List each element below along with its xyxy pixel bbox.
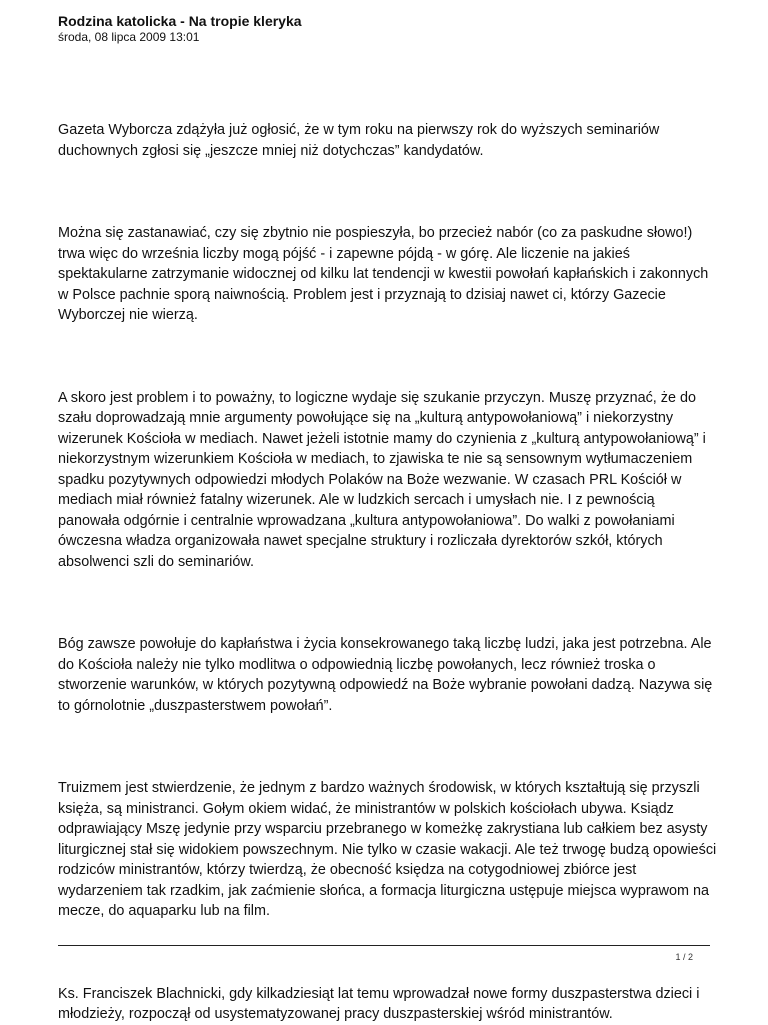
publication-date: środa, 08 lipca 2009 13:01 — [58, 30, 200, 44]
paragraph: Gazeta Wyborcza zdążyła już ogłosić, że w tym roku na pierwszy rok do wyższych seminariów duchownych zgłosi się „jeszcze mniej niż dotychczas” kandydatów. — [58, 122, 660, 159]
paragraph: Bóg zawsze powołuje do kapłaństwa i życia konsekrowanego taką liczbę ludzi, jaka jest potrzebna. Ale do Kościoła należy nie tylko modlitwa o odpowiednią liczbę powołanych, lecz również troska o stworzenie warunków, w których pozytywną odpowiedź na Boże wybranie powołani dadzą. Nazywa się to górnolotnie „duszpasterstwem powołań”. — [58, 636, 713, 714]
footer-divider — [58, 945, 710, 946]
page-number: 1 / 2 — [675, 952, 693, 962]
paragraph-spacer — [58, 716, 718, 778]
paragraph: Truizmem jest stwierdzenie, że jednym z bardzo ważnych środowisk, w których kształtują się przyszli księża, są ministranci. Gołym okiem widać, że ministrantów w polskich kościołach ubywa. Ksiądz odprawiający Mszę jedynie przy wsparciu przebranego w komeżkę zakrystiana lub całkiem bez asysty liturgicznej stał się widokiem powszechnym. Nie tylko w czasie wakacji. Ale też trwogę budzą opowieści rodziców ministrantów, którzy twierdzą, że obecność księdza na cotygodniowej zbiórce jest wydarzeniem tak rzadkim, jak zaćmienie słońca, a formacja liturgiczna ustępuje miejsca wyprawom na mecze, do aquaparku lub na film. — [58, 780, 717, 919]
paragraph-spacer — [58, 326, 718, 388]
paragraph-spacer — [58, 572, 718, 634]
paragraph-spacer — [58, 161, 718, 223]
paragraph: Można się zastanawiać, czy się zbytnio nie pospieszyła, bo przecież nabór (co za paskudne słowo!) trwa więc do września liczby mogą pójść - i zapewne pójdą - w górę. Ale liczenie na jakieś spektakularne zatrzymanie widocznej od kilku lat tendencji w kwestii powołań kapłańskich i zakonnych w Polsce pachnie sporą naiwnością. Problem jest i przyznają to dzisiaj nawet ci, którzy Gazecie Wyborczej nie wierzą. — [58, 225, 709, 323]
document-title: Rodzina katolicka - Na tropie kleryka — [58, 13, 302, 29]
article-body — [58, 120, 718, 1025]
paragraph-spacer — [58, 922, 718, 984]
paragraph: A skoro jest problem i to poważny, to logiczne wydaje się szukanie przyczyn. Muszę przyznać, że do szału doprowadzają mnie argumenty powołujące się na „kulturą antypowołaniową” i niekorzystny wizerunek Kościoła w mediach. Nawet jeżeli istotnie mamy do czynienia z „kulturą antypowołaniową” i niekorzystnym wizerunkiem Kościoła w mediach, to zjawiska te nie są sensownym wytłumaczeniem spadku pozytywnych odpowiedzi młodych Polaków na Boże wezwanie. W czasach PRL Kościół w mediach miał również fatalny wizerunek. Ale w ludzkich sercach i umysłach nie. I z pewnością panowała odgórnie i centralnie wprowadzana „kultura antypowołaniowa”. Do walki z powołaniami ówczesna władza organizowała nawet specjalne struktury i rozliczała dyrektorów szkół, których absolwenci szli do seminariów. — [58, 389, 706, 570]
document-header — [58, 12, 302, 45]
paragraph: Ks. Franciszek Blachnicki, gdy kilkadziesiąt lat temu wprowadzał nowe formy duszpasterstwa dzieci i młodzieży, rozpoczął od usystematyzowanej pracy duszpasterskiej wśród ministrantów. — [58, 985, 700, 1022]
